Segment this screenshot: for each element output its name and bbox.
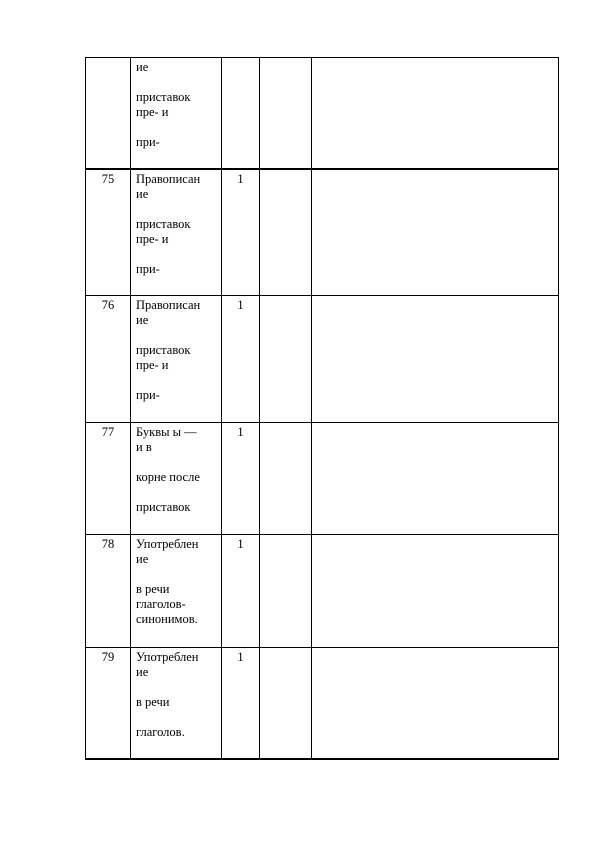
lesson-topic-line: при- [136, 261, 160, 276]
lesson-number-cell [86, 423, 131, 535]
lesson-topic-line: приставок [136, 343, 191, 357]
table-row [86, 169, 559, 296]
lesson-hours-cell [222, 58, 260, 169]
line-gap [136, 710, 218, 725]
lesson-topic-line: корне после [136, 470, 200, 484]
lesson-number: 77 [101, 425, 115, 439]
lesson-topic-cell [131, 58, 222, 169]
line-gap [136, 247, 218, 262]
line-gap [136, 120, 218, 135]
table-row [86, 296, 559, 423]
lesson-topic-line: Употреблен [136, 650, 199, 664]
lesson-topic-line: пре- и [136, 358, 169, 372]
lesson-topic-line: при- [136, 388, 160, 402]
lesson-date-cell [260, 58, 312, 169]
line-gap [136, 373, 218, 388]
lesson-hours-cell [222, 169, 260, 296]
lesson-notes-cell [312, 648, 559, 759]
lesson-hours: 1 [237, 537, 244, 551]
lesson-hours-cell [222, 296, 260, 423]
lesson-topic-cell [131, 648, 222, 759]
lesson-topic-cell [131, 296, 222, 423]
lesson-topic-cell [131, 169, 222, 296]
lesson-number [86, 58, 130, 60]
lesson-topic-line: синонимов. [136, 612, 198, 626]
lesson-topic-line: ие [136, 60, 149, 74]
lesson-notes-cell [312, 169, 559, 296]
lesson-hours: 1 [237, 298, 244, 312]
lesson-topic-line: Правописан [136, 298, 201, 312]
lesson-hours-cell [222, 535, 260, 648]
lesson-topic-line: Правописан [136, 171, 201, 186]
lesson-number: 76 [101, 298, 115, 312]
lesson-number-cell [86, 58, 131, 169]
lesson-topic-line: глаголов. [136, 725, 185, 739]
table-row [86, 535, 559, 648]
lesson-date-cell [260, 535, 312, 648]
table-row [86, 648, 559, 759]
lesson-date-cell [260, 648, 312, 759]
lesson-number: 79 [101, 650, 115, 664]
lesson-topic-line: Употреблен [136, 537, 199, 551]
lesson-topic-line: ие [136, 665, 149, 679]
lesson-plan-table [85, 57, 559, 760]
lesson-topic-line: приставок [136, 500, 191, 514]
lesson-hours-cell [222, 423, 260, 535]
lesson-number-cell [86, 296, 131, 423]
lesson-topic-line: и в [136, 440, 152, 454]
lesson-topic-line: приставок [136, 90, 191, 104]
line-gap [136, 202, 218, 217]
lesson-notes-cell [312, 423, 559, 535]
lesson-date-cell [260, 169, 312, 296]
line-gap [136, 75, 218, 90]
lesson-topic-line: в речи [136, 695, 170, 709]
lesson-number-cell [86, 169, 131, 296]
lesson-topic-line: глаголов- [136, 597, 186, 611]
lesson-hours: 1 [237, 171, 244, 186]
lesson-number: 78 [101, 537, 115, 551]
line-gap [136, 455, 218, 470]
lesson-hours: 1 [237, 425, 244, 439]
line-gap [136, 680, 218, 695]
lesson-notes-cell [312, 535, 559, 648]
table-body [86, 58, 559, 759]
table-row [86, 423, 559, 535]
lesson-date-cell [260, 423, 312, 535]
lesson-topic-line: Буквы ы — [136, 425, 197, 439]
lesson-notes-cell [312, 296, 559, 423]
lesson-hours-cell [222, 648, 260, 759]
line-gap [136, 567, 218, 582]
line-gap [136, 328, 218, 343]
lesson-number: 75 [101, 171, 115, 186]
lesson-number-cell [86, 535, 131, 648]
lesson-topic-line: пре- и [136, 231, 169, 246]
lesson-number-cell [86, 648, 131, 759]
lesson-topic-cell [131, 423, 222, 535]
line-gap [136, 485, 218, 500]
lesson-topic-cell [131, 535, 222, 648]
lesson-date-cell [260, 296, 312, 423]
lesson-topic-line: ие [136, 552, 149, 566]
lesson-topic-line: приставок [136, 216, 191, 231]
lesson-topic-line: ие [136, 186, 149, 201]
table-row [86, 58, 559, 169]
lesson-topic-line: в речи [136, 582, 170, 596]
lesson-notes-cell [312, 58, 559, 169]
lesson-topic-line: пре- и [136, 105, 169, 119]
lesson-topic-line: при- [136, 135, 160, 149]
lesson-hours [222, 58, 259, 60]
lesson-hours: 1 [237, 650, 244, 664]
lesson-topic-line: ие [136, 313, 149, 327]
